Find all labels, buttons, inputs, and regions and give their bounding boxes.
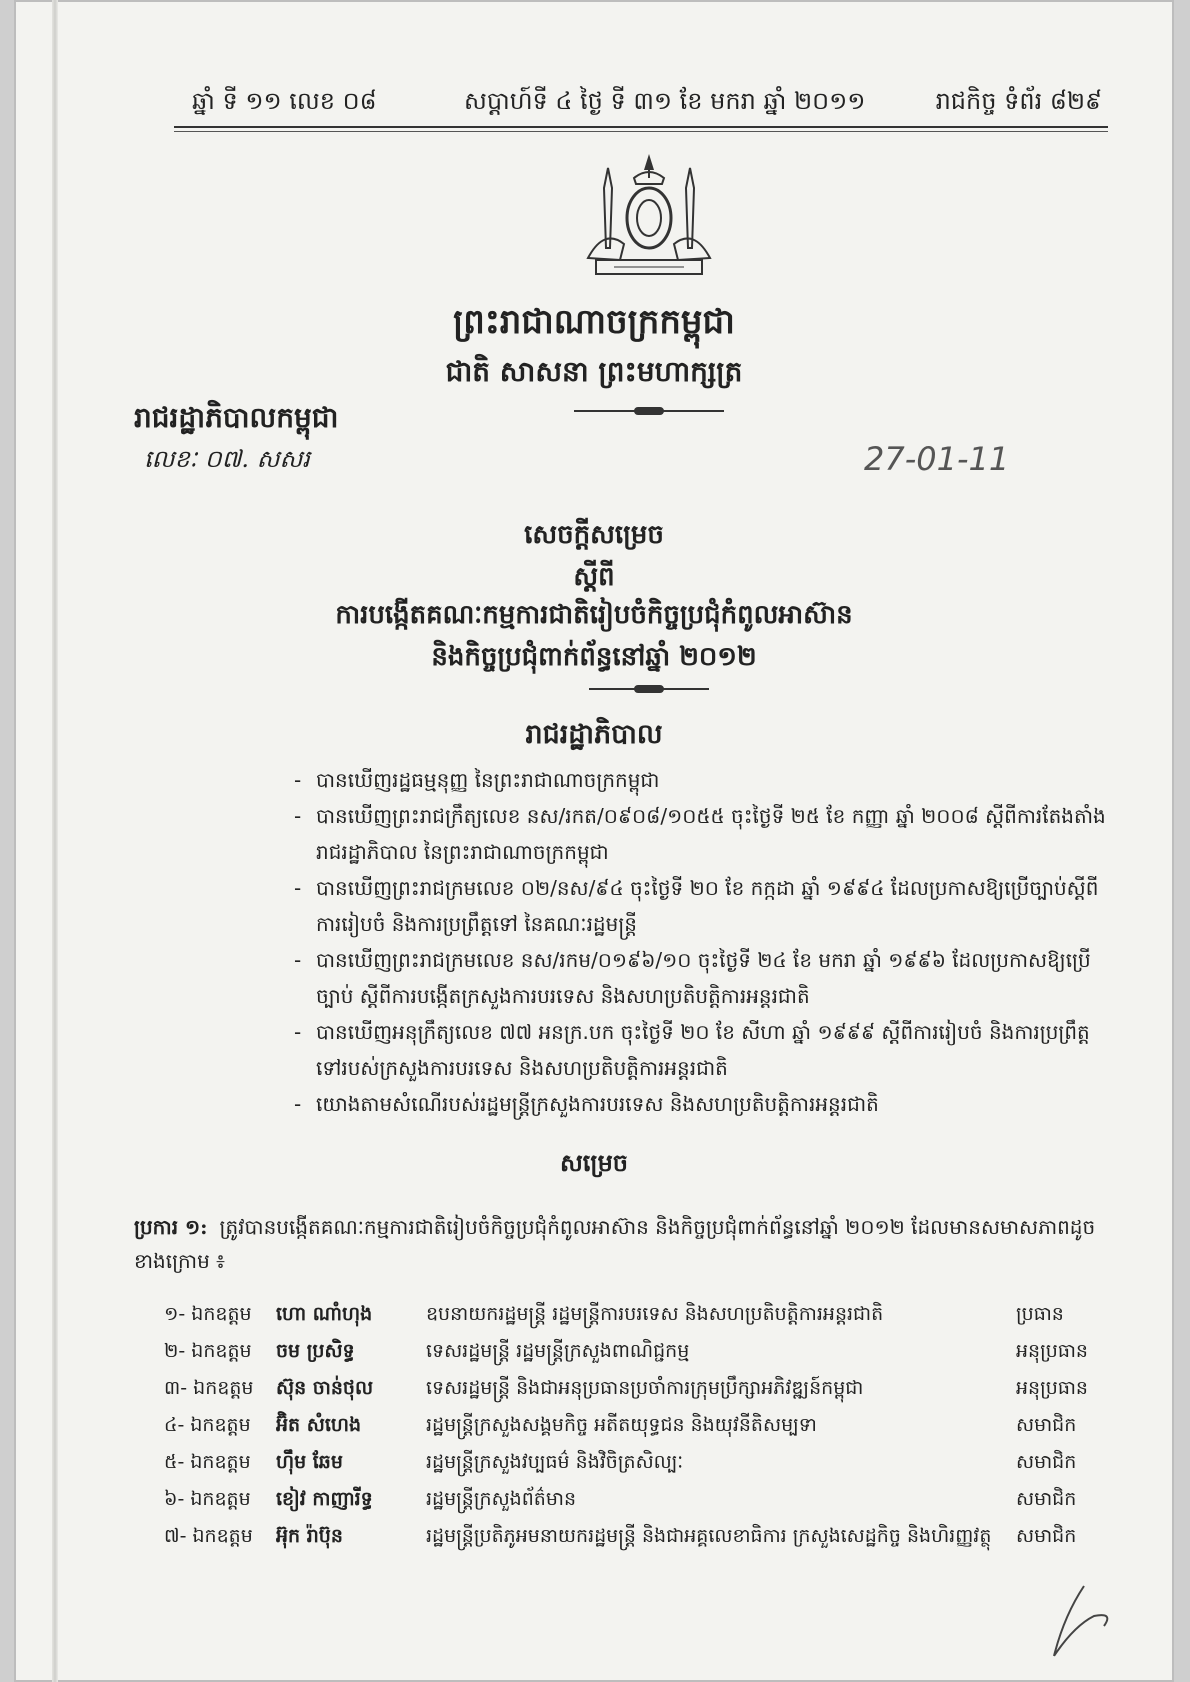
member-role: សមាជិក: [1016, 1525, 1077, 1547]
member-position: រដ្ឋមន្ត្រីក្រសួងវប្បធម៌ និងវិចិត្រសិល្បៈ: [426, 1451, 684, 1473]
member-name: ចម ប្រសិទ្ធ: [276, 1340, 355, 1362]
document-number: លេខៈ ០៧. សសរ: [144, 445, 310, 473]
member-position: ឧបនាយករដ្ឋមន្ត្រី រដ្ឋមន្ត្រីការបរទេស និងសហប្រតិបត្តិការអន្តរជាតិ: [426, 1303, 884, 1325]
national-motto: ជាតិ សាសនា ព្រះមហាក្សត្រ: [445, 355, 743, 388]
issuing-government: រាជរដ្ឋាភិបាលកម្ពុជា: [134, 401, 339, 434]
member-position: រដ្ឋមន្ត្រីក្រសួងសង្គមកិច្ច អតីតយុទ្ធជន និងយុវនីតិសម្បទា: [426, 1414, 817, 1436]
government-heading: រាជរដ្ឋាភិបាល: [525, 719, 663, 750]
member-name: ខៀវ កាញារីទ្ធ: [276, 1488, 373, 1510]
header-rule: [174, 126, 1108, 132]
article-label: ប្រការ ១:: [134, 1215, 208, 1239]
header-year-issue: ឆ្នាំ ទី ១១ លេខ ០៨: [192, 87, 377, 115]
article-text: ត្រូវបានបង្កើតគណៈកម្មការជាតិរៀបចំកិច្ចប្រជុំកំពូលអាស៊ាន និងកិច្ចប្រជុំពាក់ព័ន្ធនៅឆ្នាំ ២០១២ ដែលមានសមាសភាពដូចខាងក្រោម ៖: [134, 1215, 1096, 1273]
member-row: [164, 1481, 1110, 1518]
consideration-item: - បានឃើញរដ្ឋធម្មនុញ្ញ នៃព្រះរាជាណាចក្រកម្ពុជា: [294, 762, 1114, 798]
member-position: រដ្ឋមន្ត្រីប្រតិភូអមនាយករដ្ឋមន្ត្រី និងជាអគ្គលេខាធិការ ក្រសួងសេដ្ឋកិច្ច និងហិរញ្ញវត្ថុ: [426, 1525, 992, 1547]
page-binding-edge: [52, 0, 58, 1682]
member-name: អ៊ិត សំហេង: [276, 1414, 362, 1436]
member-role: អនុប្រធាន: [1016, 1377, 1088, 1399]
article-1: [134, 1210, 1108, 1278]
decision-about: ស្តីពី: [573, 562, 615, 592]
consideration-item: - បានឃើញព្រះរាជក្រមលេខ ០២/នស/៩៤ ចុះថ្ងៃទី ២០ ខែ កក្កដា ឆ្នាំ ១៩៩៤ ដែលប្រកាសឱ្យប្រើច្បាប់ស្តីពីការរៀបចំ និងការប្រព្រឹត្តទៅ នៃគណៈរដ្ឋមន្ត្រី: [294, 870, 1114, 942]
member-position: ទេសរដ្ឋមន្ត្រី រដ្ឋមន្ត្រីក្រសួងពាណិជ្ជកម្ម: [426, 1340, 690, 1362]
considerations-list: [294, 762, 1114, 1122]
member-role: សមាជិក: [1016, 1451, 1077, 1473]
member-position: រដ្ឋមន្ត្រីក្រសួងព័ត៌មាន: [426, 1488, 577, 1510]
member-row: [164, 1370, 1110, 1407]
decision-subject-line1: ការបង្កើតគណៈកម្មការជាតិរៀបចំកិច្ចប្រជុំកំពូលអាស៊ាន: [335, 600, 853, 630]
member-index: ៤- ឯកឧត្តម: [164, 1414, 251, 1436]
member-position: ទេសរដ្ឋមន្ត្រី និងជាអនុប្រធានប្រចាំការក្រុមប្រឹក្សាអភិវឌ្ឍន៍កម្ពុជា: [426, 1377, 864, 1399]
member-name: ហ៊ឹម ឆែម: [276, 1451, 343, 1473]
ornament-divider: [574, 410, 724, 412]
member-row: [164, 1333, 1110, 1370]
member-row: [164, 1518, 1110, 1555]
header-page: រាជកិច្ច ទំព័រ ៨២៩: [935, 87, 1102, 115]
member-row: [164, 1296, 1110, 1333]
decision-subject-line2: និងកិច្ចប្រជុំពាក់ព័ន្ធនៅឆ្នាំ ២០១២: [431, 642, 757, 672]
document-page: [14, 0, 1174, 1682]
handwritten-date: 27-01-11: [864, 440, 1010, 478]
kingdom-title: ព្រះរាជាណាចក្រកម្ពុជា: [453, 302, 735, 342]
member-index: ៣- ឯកឧត្តម: [164, 1377, 254, 1399]
royal-emblem-icon: [574, 148, 724, 288]
member-role: សមាជិក: [1016, 1414, 1077, 1436]
member-name: ហោ ណាំហុង: [276, 1303, 373, 1325]
ornament-divider: [589, 688, 709, 690]
member-role: ប្រធាន: [1016, 1303, 1064, 1325]
member-index: ៦- ឯកឧត្តម: [164, 1488, 251, 1510]
member-index: ៧- ឯកឧត្តម: [164, 1525, 253, 1547]
member-index: ៥- ឯកឧត្តម: [164, 1451, 251, 1473]
consideration-item: - យោងតាមសំណើរបស់រដ្ឋមន្ត្រីក្រសួងការបរទេស និងសហប្រតិបត្តិការអន្តរជាតិ: [294, 1086, 1114, 1122]
header-date: សប្តាហ៍ទី ៤ ថ្ងៃ ទី ៣១ ខែ មករា ឆ្នាំ ២០១១: [464, 87, 866, 115]
member-name: ស៊ុន ចាន់ថុល: [276, 1377, 374, 1399]
member-name: អ៊ុក រ៉ាប៊ុន: [276, 1525, 343, 1547]
consideration-item: - បានឃើញអនុក្រឹត្យលេខ ៧៧ អនក្រ.បក ចុះថ្ងៃទី ២០ ខែ សីហា ឆ្នាំ ១៩៩៩ ស្តីពីការរៀបចំ និងការប្រព្រឹត្តទៅរបស់ក្រសួងការបរទេស និងសហប្រតិបត្តិការអន្តរជាតិ: [294, 1014, 1114, 1086]
member-role: អនុប្រធាន: [1016, 1340, 1088, 1362]
member-role: សមាជិក: [1016, 1488, 1077, 1510]
gazette-header: [164, 86, 1102, 126]
member-row: [164, 1444, 1110, 1481]
decides-heading: សម្រេច: [559, 1148, 629, 1177]
signature-icon: [1034, 1576, 1124, 1666]
decision-title: សេចក្តីសម្រេច: [524, 520, 664, 550]
member-row: [164, 1407, 1110, 1444]
consideration-item: - បានឃើញព្រះរាជក្រឹត្យលេខ នស/រកត/០៩០៨/១០៥៥ ចុះថ្ងៃទី ២៥ ខែ កញ្ញា ឆ្នាំ ២០០៨ ស្តីពីការតែងតាំងរាជរដ្ឋាភិបាល នៃព្រះរាជាណាចក្រកម្ពុជា: [294, 798, 1114, 870]
consideration-item: - បានឃើញព្រះរាជក្រមលេខ នស/រកម/០១៩៦/១០ ចុះថ្ងៃទី ២៤ ខែ មករា ឆ្នាំ ១៩៩៦ ដែលប្រកាសឱ្យប្រើច្បាប់ ស្តីពីការបង្កើតក្រសួងការបរទេស និងសហប្រតិបត្តិការអន្តរជាតិ: [294, 942, 1114, 1014]
member-index: ១- ឯកឧត្តម: [164, 1303, 252, 1325]
members-list: [164, 1296, 1110, 1555]
member-index: ២- ឯកឧត្តម: [164, 1340, 252, 1362]
